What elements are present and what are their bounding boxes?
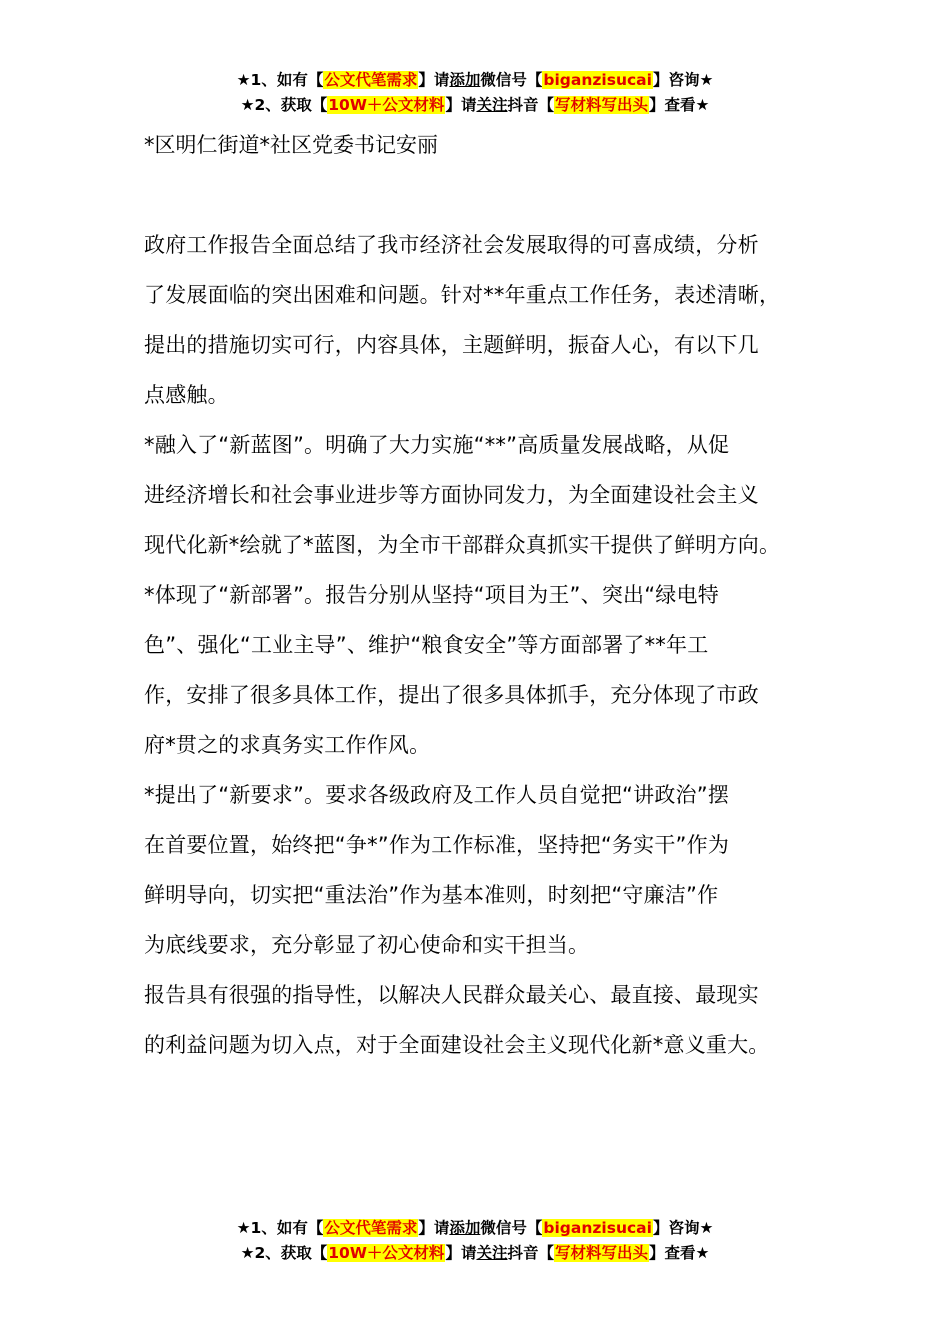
banner-text: 】请 [445, 1244, 477, 1262]
banner-line-2 [0, 1241, 950, 1266]
banner-text: ★2、获取【 [240, 1244, 328, 1262]
text-line: *融入了“新蓝图”。明确了大力实施“**”高质量发展战略，从促 [144, 433, 730, 457]
text-line: 进经济增长和社会事业进步等方面协同发力，为全面建设社会主义 [144, 483, 759, 507]
text-line: *体现了“新部署”。报告分别从坚持“项目为王”、突出“绿电特 [144, 583, 719, 607]
text-line: 鲜明导向，切实把“重法治”作为基本准则，时刻把“守廉洁”作 [144, 883, 719, 907]
text-line: 作，安排了很多具体工作，提出了很多具体抓手，充分体现了市政 [144, 683, 759, 707]
banner-text: 】请 [445, 96, 477, 114]
banner-highlight: 写材料写出头 [554, 1244, 648, 1262]
banner-underlined: 关注 [476, 96, 508, 114]
banner-text: 】请 [418, 71, 450, 89]
banner-line-2 [0, 93, 950, 118]
text-line: 政府工作报告全面总结了我市经济社会发展取得的可喜成绩，分析 [144, 233, 759, 257]
text-line: 现代化新*绘就了*蓝图，为全市干部群众真抓实干提供了鲜明方向。 [144, 533, 781, 557]
text-line: *提出了“新要求”。要求各级政府及工作人员自觉把“讲政治”摆 [144, 783, 730, 807]
banner-text: 】查看★ [649, 1244, 710, 1262]
banner-highlight: 10W＋公文材料 [328, 96, 445, 114]
banner-highlight: biganzisucai [543, 1219, 652, 1237]
banner-line-1 [0, 1216, 950, 1241]
banner-highlight: 公文代笔需求 [324, 71, 418, 89]
banner-text: 微信号【 [480, 1219, 543, 1237]
banner-text: ★1、如有【 [236, 71, 324, 89]
document-body [144, 220, 834, 1070]
banner-text: 抖音【 [507, 1244, 554, 1262]
banner-highlight: biganzisucai [543, 71, 652, 89]
author-line: *区明仁街道*社区党委书记安丽 [144, 133, 438, 157]
text-line: 提出的措施切实可行，内容具体，主题鲜明，振奋人心，有以下几 [144, 333, 759, 357]
text-line: 府*贯之的求真务实工作作风。 [144, 733, 431, 757]
banner-text: ★1、如有【 [236, 1219, 324, 1237]
paragraph [144, 570, 834, 770]
banner-text: 抖音【 [507, 96, 554, 114]
banner-text: 】咨询★ [652, 1219, 714, 1237]
text-line: 为底线要求，充分彰显了初心使命和实干担当。 [144, 933, 590, 957]
paragraph [144, 220, 834, 420]
banner-text: 】请 [418, 1219, 450, 1237]
text-line: 了发展面临的突出困难和问题。针对**年重点工作任务，表述清晰， [144, 283, 781, 307]
banner-text: ★2、获取【 [240, 96, 328, 114]
banner-highlight: 写材料写出头 [554, 96, 648, 114]
footer-banner [0, 1216, 950, 1266]
text-line: 色”、强化“工业主导”、维护“粮食安全”等方面部署了**年工 [144, 633, 709, 657]
text-line: 报告具有很强的指导性，以解决人民群众最关心、最直接、最现实 [144, 983, 759, 1007]
banner-highlight: 10W＋公文材料 [328, 1244, 445, 1262]
text-line: 的利益问题为切入点，对于全面建设社会主义现代化新*意义重大。 [144, 1033, 770, 1057]
banner-underlined: 添加 [449, 71, 481, 89]
paragraph [144, 420, 834, 570]
header-banner [0, 68, 950, 118]
banner-underlined: 关注 [476, 1244, 508, 1262]
banner-text: 】查看★ [649, 96, 710, 114]
text-line: 点感触。 [144, 383, 229, 407]
text-line: 在首要位置，始终把“争*”作为工作标准，坚持把“务实干”作为 [144, 833, 730, 857]
banner-highlight: 公文代笔需求 [324, 1219, 418, 1237]
banner-text: 】咨询★ [652, 71, 714, 89]
paragraph [144, 970, 834, 1070]
banner-text: 微信号【 [480, 71, 543, 89]
banner-underlined: 添加 [449, 1219, 481, 1237]
paragraph [144, 770, 834, 970]
banner-line-1 [0, 68, 950, 93]
